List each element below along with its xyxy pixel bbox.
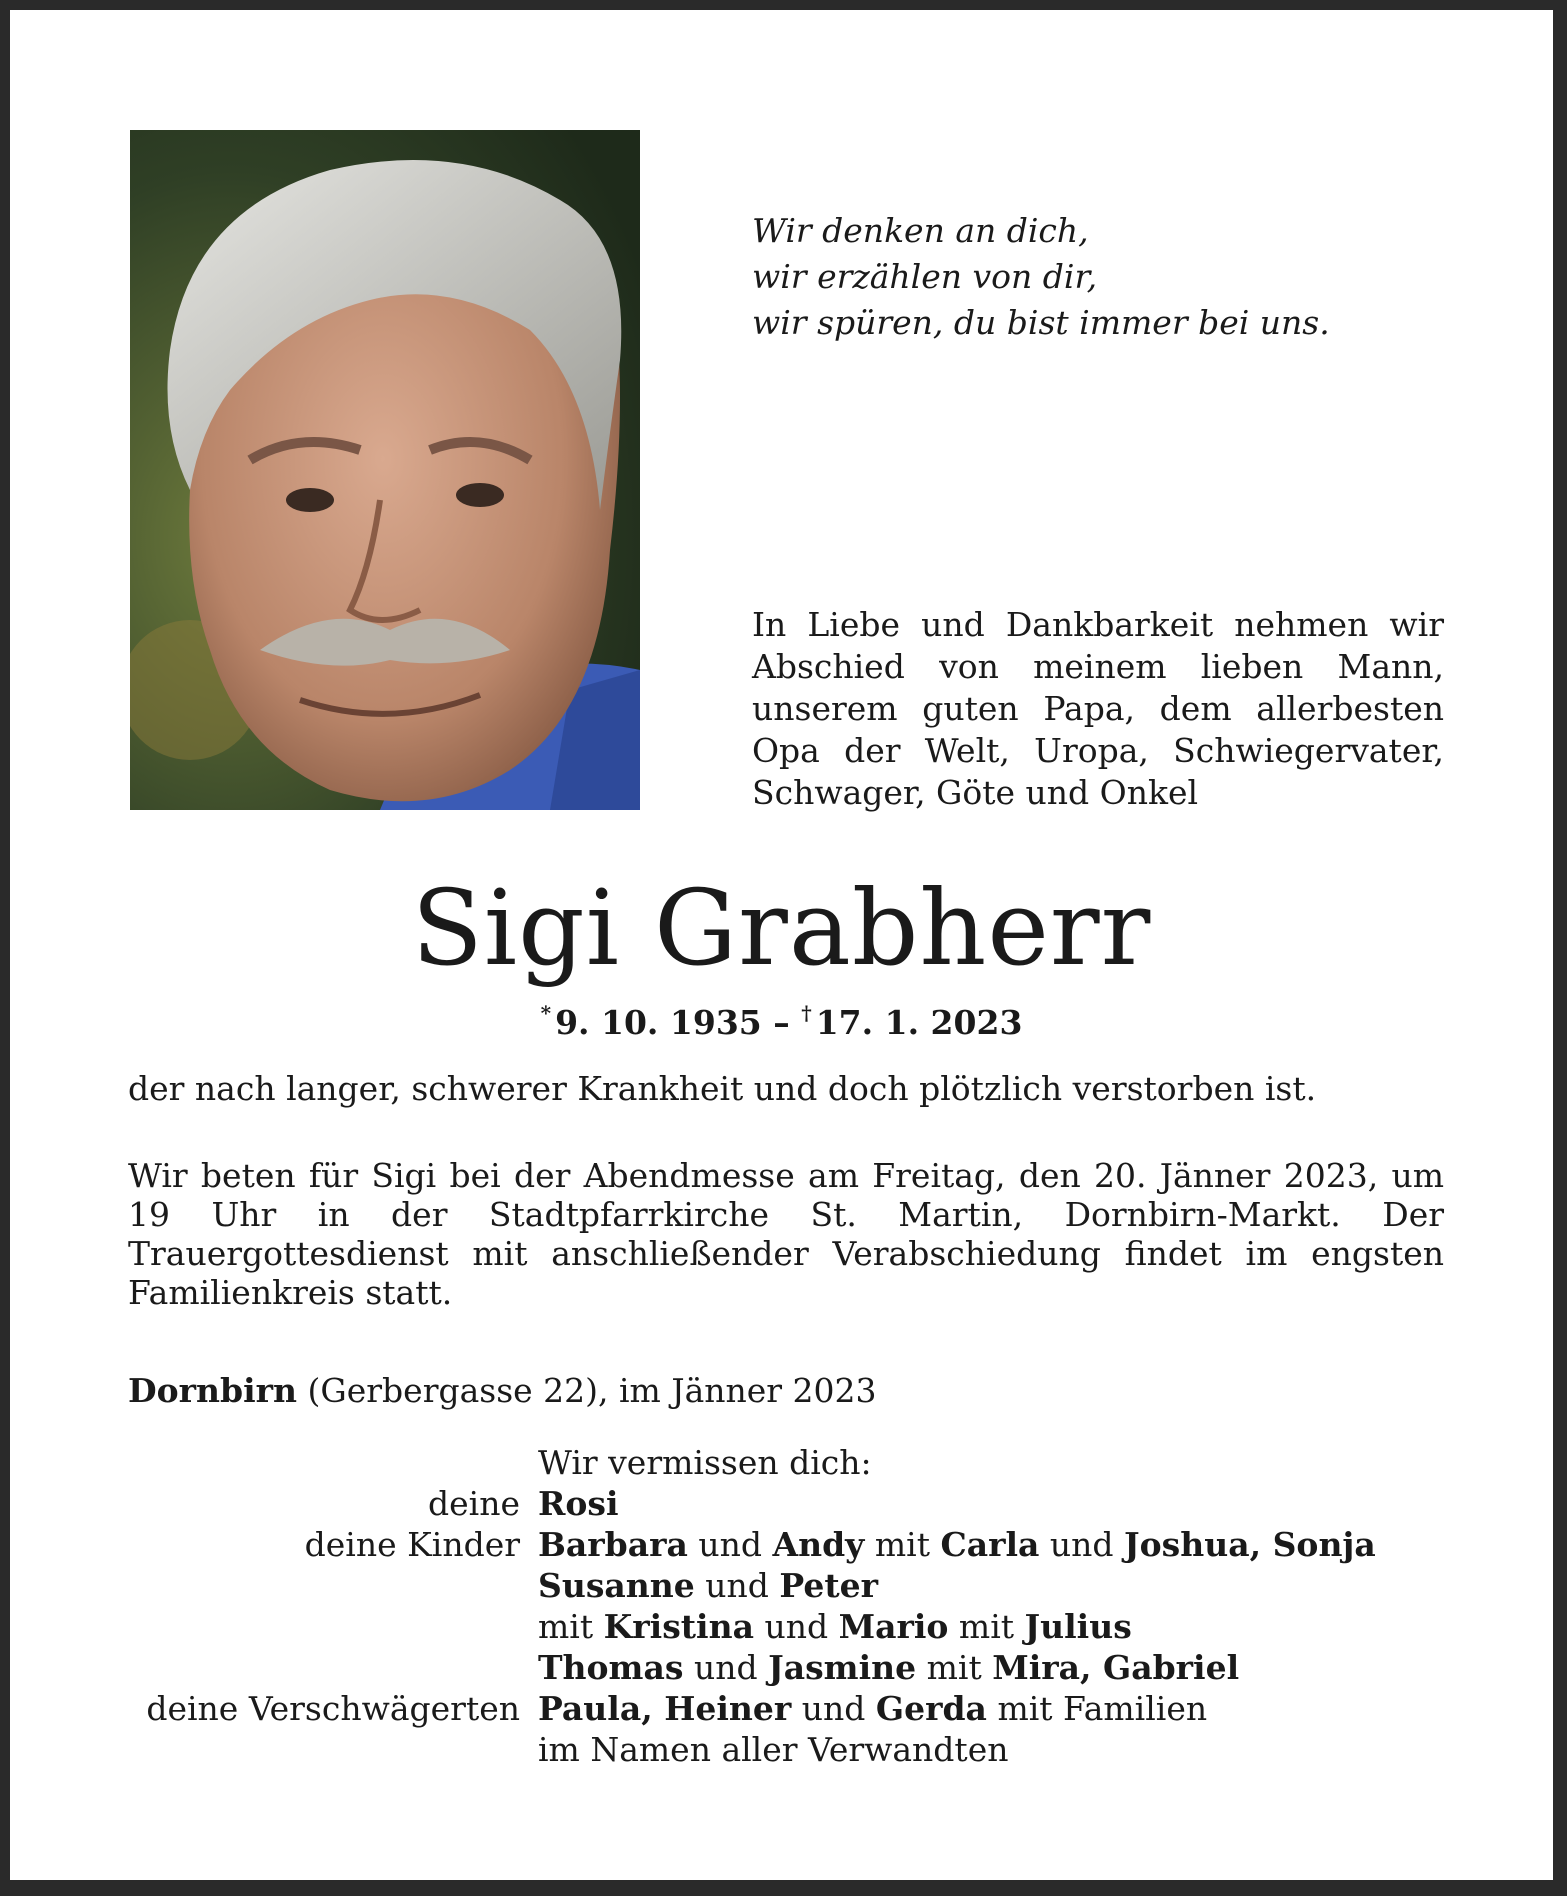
family-member-name: Thomas <box>538 1648 684 1687</box>
family-row <box>10 1729 1553 1770</box>
connector-text: mit Familien <box>986 1689 1208 1728</box>
death-symbol: † <box>801 1001 812 1025</box>
family-member-name: Kristina <box>603 1607 754 1646</box>
family-names <box>538 1565 878 1606</box>
connector-text: mit <box>916 1648 993 1687</box>
family-member-name: Rosi <box>538 1484 619 1523</box>
signoff-rows <box>10 1483 1553 1770</box>
death-date: 17. 1. 2023 <box>815 1003 1023 1042</box>
connector-text: und <box>687 1525 773 1564</box>
place-city: Dornbirn <box>128 1371 297 1410</box>
family-member-name: Paula, Heiner <box>538 1689 792 1728</box>
family-signoff <box>10 1442 1553 1770</box>
place-address: (Gerbergasse 22), im Jänner 2023 <box>307 1371 877 1410</box>
intro-text: In Liebe und Dankbarkeit nehmen wir Abschied von meinem lieben Mann, unserem guten Papa, dem allerbesten Opa der Welt, Uropa, Schwiegervater, Schwager, Göte und Onkel <box>752 605 1444 812</box>
family-member-name: Andy <box>772 1525 865 1564</box>
service-info: Wir beten für Sigi bei der Abendmesse am Freitag, den 20. Jänner 2023, um 19 Uhr in der Stadtpfarrkirche St. Martin, Dornbirn-Markt. Der Trauergottesdienst mit anschließender Verabschiedung findet im engsten Familienkreis statt. <box>128 1156 1444 1312</box>
birth-symbol: * <box>540 1001 552 1025</box>
died-line: der nach langer, schwerer Krankheit und doch plötzlich verstorben ist. <box>128 1069 1317 1108</box>
family-member-name: Mira, Gabriel <box>992 1648 1240 1687</box>
connector-text: und <box>791 1689 876 1728</box>
portrait-photo <box>130 130 640 810</box>
family-relation-label: deine <box>428 1484 520 1523</box>
family-relation-label: deine Kinder <box>304 1525 520 1564</box>
signoff-heading: Wir vermissen dich: <box>538 1443 872 1482</box>
family-member-name: Jasmine <box>768 1648 917 1687</box>
birth-date: 9. 10. 1935 <box>555 1003 762 1042</box>
connector-text: mit <box>538 1607 604 1646</box>
family-member-name: Peter <box>779 1566 878 1605</box>
family-row <box>10 1524 1553 1565</box>
family-names <box>538 1483 619 1524</box>
connector-text: und <box>753 1607 839 1646</box>
family-relation-label <box>10 1729 538 1770</box>
memorial-poem <box>752 208 1472 346</box>
signoff-heading-row <box>10 1442 1553 1483</box>
family-member-name: Gerda <box>875 1689 987 1728</box>
family-relation-label <box>10 1647 538 1688</box>
family-member-name: Mario <box>838 1607 949 1646</box>
family-relation-label: deine Verschwägerten <box>146 1689 520 1728</box>
family-member-name: Julius <box>1024 1607 1132 1646</box>
family-relation-label <box>10 1565 538 1606</box>
family-member-name: Carla <box>940 1525 1040 1564</box>
family-names <box>538 1524 1376 1565</box>
family-row <box>10 1688 1553 1729</box>
family-names <box>538 1647 1239 1688</box>
place-and-date <box>128 1370 1444 1412</box>
life-dates <box>10 992 1553 1044</box>
date-separator: – <box>773 1003 790 1042</box>
family-row <box>10 1606 1553 1647</box>
connector-text: und <box>683 1648 769 1687</box>
connector-text: und <box>694 1566 780 1605</box>
deceased-name: Sigi Grabherr <box>411 867 1152 989</box>
family-member-name: Barbara <box>538 1525 688 1564</box>
connector-text: und <box>1039 1525 1125 1564</box>
obituary-page <box>10 10 1553 1880</box>
family-names <box>538 1688 1207 1729</box>
connector-text: mit <box>948 1607 1025 1646</box>
poem-line: Wir denken an dich, <box>752 211 1089 250</box>
connector-text: im Namen aller Verwandten <box>538 1730 1009 1769</box>
poem-line: wir spüren, du bist immer bei uns. <box>752 303 1330 342</box>
family-member-name: Susanne <box>538 1566 695 1605</box>
connector-text: mit <box>864 1525 941 1564</box>
family-relation-label <box>10 1606 538 1647</box>
family-row <box>10 1647 1553 1688</box>
family-row <box>10 1565 1553 1606</box>
family-member-name: Joshua, Sonja <box>1124 1525 1376 1564</box>
family-names <box>538 1606 1132 1647</box>
family-row <box>10 1483 1553 1524</box>
family-names <box>538 1729 1008 1770</box>
poem-line: wir erzählen von dir, <box>752 257 1098 296</box>
portrait-image <box>130 130 640 810</box>
